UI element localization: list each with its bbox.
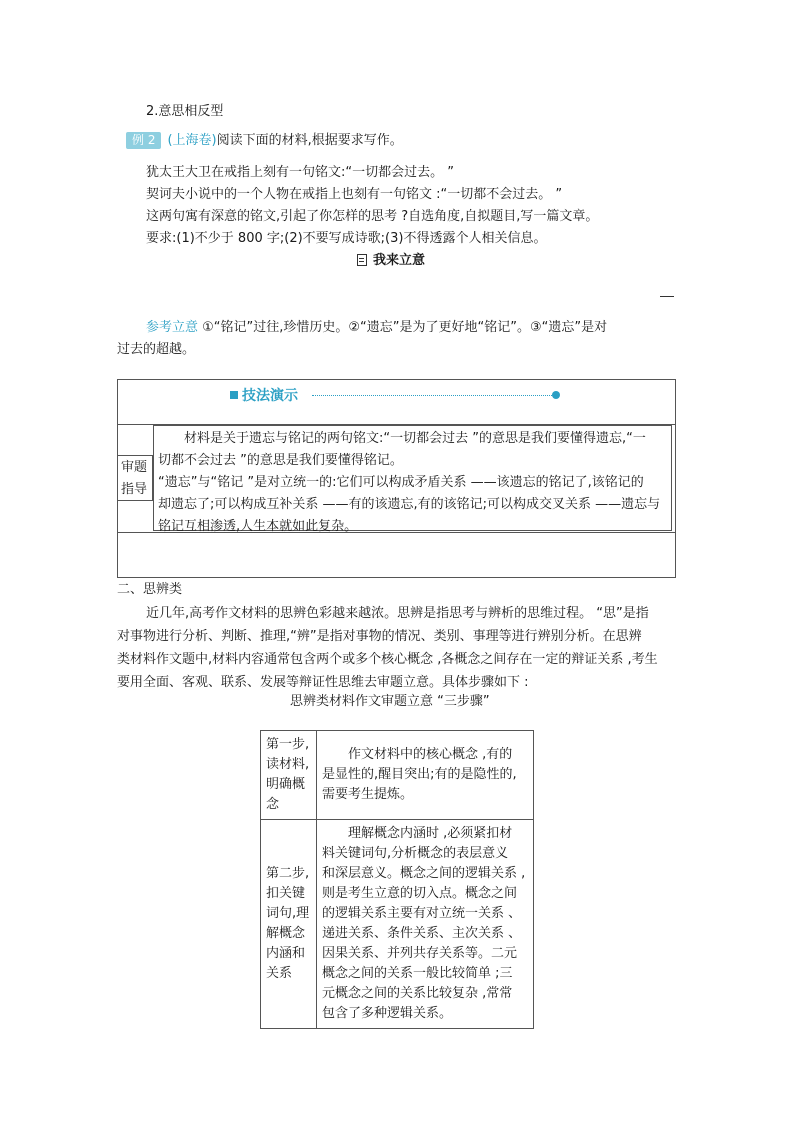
guide-line-4: 却遗忘了;可以构成互补关系 ——有的该遗忘,有的该铭记;可以构成交叉关系 ——遗忘与	[158, 497, 661, 512]
document-icon	[357, 254, 367, 266]
divider-dash	[660, 296, 674, 297]
step-cell: 第一步, 读材料, 明确概 念	[261, 731, 317, 820]
section-title: 2.意思相反型	[146, 104, 224, 119]
technique-footer-box	[117, 532, 676, 578]
guide-line-1: 材料是关于遗忘与铭记的两句铭文:“一切都会过去 ”的意思是我们要懂得遗忘,“一	[184, 431, 646, 446]
guide-line-2: 切都不会过去 ”的意思是我们要懂得铭记。	[158, 453, 403, 468]
technique-header-box	[117, 379, 676, 425]
material-line-1: 犹太王大卫在戒指上刻有一句铭文:“一切都会过去。 ”	[146, 165, 454, 180]
material-line-2: 契诃夫小说中的一个人物在戒指上也刻有一句铭文 :“一切都不会过去。 ”	[146, 187, 563, 202]
reference-line-1	[146, 318, 607, 338]
my-idea-heading	[357, 251, 425, 271]
reference-line-2: 过去的超越。	[117, 342, 196, 357]
example-badge: 例 2	[126, 132, 161, 149]
guide-line-3: “遗忘”与“铭记 ”是对立统一的:它们可以构成矛盾关系 ——该遗忘的铭记了,该铭记的	[158, 475, 644, 490]
material-line-3: 这两句寓有深意的铭文,引起了你怎样的思考 ?自选角度,自拟题目,写一篇文章。	[146, 209, 599, 224]
steps-table	[260, 730, 534, 1029]
description-cell: 作文材料中的核心概念 ,有的 是显性的,醒目突出;有的是隐性的, 需要考生提炼。	[317, 731, 534, 820]
example-row	[126, 131, 403, 151]
part-two-line-2: 对事物进行分析、判断、推理,“辨”是指对事物的情况、类别、事理等进行辨别分析。在思辨	[117, 629, 642, 644]
part-two-line-4: 要用全面、客观、联系、发展等辩证性思维去审题立意。具体步骤如下 :	[117, 675, 529, 690]
material-line-4: 要求:(1)不少于 800 字;(2)不要写成诗歌;(3)不得透露个人相关信息。	[146, 231, 547, 246]
guide-label-2: 指导	[121, 482, 148, 497]
table-row	[261, 820, 534, 1029]
technique-title	[230, 386, 298, 406]
dot-icon	[552, 391, 560, 399]
my-idea-heading-text: 我来立意	[373, 253, 426, 268]
table-row	[261, 731, 534, 820]
guide-line-5: 铭记互相渗透,人生本就如此复杂。	[158, 519, 358, 534]
table-caption: 思辨类材料作文审题立意 “三步骤”	[290, 694, 490, 709]
technique-title-text: 技法演示	[242, 388, 298, 404]
step-cell: 第二步, 扣关键 词句,理 解概念 内涵和 关系	[261, 820, 317, 1029]
part-two-title: 二、思辨类	[117, 582, 183, 597]
example-source: (上海卷)	[167, 133, 217, 148]
reference-text: ①“铭记”过往,珍惜历史。②“遗忘”是为了更好地“铭记”。③“遗忘”是对	[198, 320, 608, 335]
guide-label-1: 审题	[121, 460, 148, 475]
example-prompt: 阅读下面的材料,根据要求写作。	[216, 133, 403, 148]
part-two-line-3: 类材料作文题中,材料内容通常包含两个或多个核心概念 ,各概念之间存在一定的辩证关系 ,考生	[117, 652, 658, 667]
square-bullet-icon	[230, 391, 238, 399]
reference-label: 参考立意	[146, 320, 199, 335]
description-cell: 理解概念内涵时 ,必须紧扣材 料关键词句,分析概念的表层意义 和深层意义。概念之间的逻辑关系 , 则是考生立意的切入点。概念之间 的逻辑关系主要有对立统一关系 、 递进关系、条件关系、主次关系 、 因果关系、并列共存关系等。二元 概念之间的关系一般比较简单 ;三 元概念之间的关系比较复杂 ,常常 包含了多种逻辑关系。	[317, 820, 534, 1029]
dotted-rule	[312, 395, 554, 396]
part-two-line-1: 近几年,高考作文材料的思辨色彩越来越浓。思辨是指思考与辨析的思维过程。 “思”是指	[146, 606, 649, 621]
